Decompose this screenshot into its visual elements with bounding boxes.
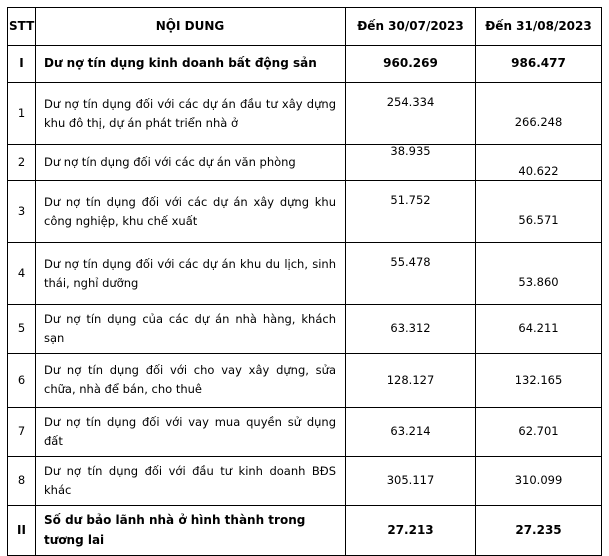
row-stt — [8, 83, 36, 145]
row-value-1-label: 63.214 — [390, 424, 431, 439]
table-row — [8, 456, 602, 505]
row-content — [36, 505, 346, 556]
header-cell-value-2 — [476, 8, 602, 46]
row-value-1-label: 51.752 — [390, 193, 431, 208]
row-value-2-label: 62.701 — [518, 424, 559, 439]
row-value-1-label: 305.117 — [386, 473, 435, 488]
row-content-label: Dư nợ tín dụng đối với các dự án đầu tư xây dựng khu đô thị, dự án phát triển nhà ở — [44, 96, 336, 130]
row-value-1-label: 254.334 — [386, 95, 435, 110]
header-label-value-1: Đến 30/07/2023 — [357, 18, 464, 33]
row-content — [36, 181, 346, 243]
row-value-2 — [476, 505, 602, 556]
table-row — [8, 353, 602, 407]
row-stt-label: 1 — [17, 106, 26, 121]
row-stt — [8, 353, 36, 407]
row-value-1 — [346, 305, 476, 354]
row-value-2-label: 56.571 — [518, 213, 559, 228]
row-value-1-label: 27.213 — [387, 522, 434, 537]
row-value-2-label: 27.235 — [515, 522, 562, 537]
row-stt — [8, 456, 36, 505]
row-value-1-label: 63.312 — [390, 321, 431, 336]
row-value-1 — [346, 83, 476, 145]
row-content — [36, 456, 346, 505]
row-stt — [8, 243, 36, 305]
row-value-2-label: 40.622 — [518, 164, 559, 179]
row-value-2-label: 64.211 — [518, 321, 559, 336]
header-cell-content — [36, 8, 346, 46]
header-cell-stt — [8, 8, 36, 46]
table-row — [8, 305, 602, 354]
table-row — [8, 46, 602, 83]
row-value-1 — [346, 243, 476, 305]
row-stt-label: 8 — [17, 473, 26, 488]
row-value-1 — [346, 145, 476, 181]
header-label-content: NỘI DUNG — [155, 18, 225, 33]
row-stt-label: 4 — [17, 266, 26, 281]
row-value-2 — [476, 46, 602, 83]
row-stt — [8, 46, 36, 83]
row-content — [36, 407, 346, 456]
row-stt — [8, 505, 36, 556]
row-value-2-label: 132.165 — [514, 372, 563, 387]
row-value-1 — [346, 505, 476, 556]
row-content — [36, 83, 346, 145]
row-content-label: Số dư bảo lãnh nhà ở hình thành trong tương lai — [44, 512, 306, 547]
table-row — [8, 145, 602, 181]
row-value-2 — [476, 353, 602, 407]
row-value-1 — [346, 456, 476, 505]
table-row — [8, 83, 602, 145]
row-content — [36, 145, 346, 181]
row-stt-label: 7 — [17, 424, 26, 439]
row-content-label: Dư nợ tín dụng của các dự án nhà hàng, khách sạn — [44, 312, 336, 345]
row-content — [36, 353, 346, 407]
table-row — [8, 243, 602, 305]
row-value-1 — [346, 46, 476, 83]
row-value-1 — [346, 353, 476, 407]
row-content-label: Dư nợ tín dụng đối với vay mua quyền sử dụng đất — [44, 414, 336, 448]
row-content — [36, 46, 346, 83]
real-estate-credit-table — [7, 7, 602, 556]
row-stt-label: 2 — [17, 155, 26, 170]
row-value-2-label: 310.099 — [514, 473, 563, 488]
row-value-1-label: 55.478 — [390, 255, 431, 270]
row-stt — [8, 145, 36, 181]
row-content-label: Dư nợ tín dụng đối với cho vay xây dựng, sửa chữa, nhà để bán, cho thuê — [44, 363, 336, 397]
row-content-label: Dư nợ tín dụng kinh doanh bất động sản — [44, 56, 317, 71]
row-value-1 — [346, 181, 476, 243]
row-value-2 — [476, 145, 602, 181]
row-value-2 — [476, 243, 602, 305]
row-content-label: Dư nợ tín dụng đối với các dự án xây dựng khu công nghiệp, khu chế xuất — [44, 194, 336, 228]
row-content-label: Dư nợ tín dụng đối với các dự án văn phòng — [44, 155, 296, 170]
table-row — [8, 181, 602, 243]
row-value-2 — [476, 456, 602, 505]
row-value-1-label: 38.935 — [390, 144, 431, 159]
row-value-2-label: 53.860 — [518, 275, 559, 290]
row-value-2-label: 266.248 — [514, 115, 563, 130]
row-content-label: Dư nợ tín dụng đối với các dự án khu du lịch, sinh thái, nghỉ dưỡng — [44, 256, 336, 290]
row-value-1-label: 128.127 — [386, 372, 435, 387]
row-stt-label: II — [17, 522, 26, 537]
row-value-2 — [476, 407, 602, 456]
row-stt-label: 3 — [17, 204, 26, 219]
row-value-1 — [346, 407, 476, 456]
row-stt-label: 6 — [17, 372, 26, 387]
row-stt — [8, 407, 36, 456]
table-row — [8, 505, 602, 556]
row-value-1-label: 960.269 — [383, 56, 438, 71]
row-content — [36, 305, 346, 354]
row-value-2 — [476, 181, 602, 243]
row-stt — [8, 305, 36, 354]
header-label-value-2: Đến 31/08/2023 — [485, 18, 592, 33]
row-stt-label: 5 — [17, 321, 26, 336]
row-stt — [8, 181, 36, 243]
table-row — [8, 407, 602, 456]
header-label-stt: STT — [9, 18, 35, 33]
row-content — [36, 243, 346, 305]
row-content-label: Dư nợ tín dụng đối với đầu tư kinh doanh BĐS khác — [44, 463, 336, 497]
row-value-2 — [476, 305, 602, 354]
row-stt-label: I — [19, 56, 24, 71]
row-value-2-label: 986.477 — [511, 56, 566, 71]
header-cell-value-1 — [346, 8, 476, 46]
row-value-2 — [476, 83, 602, 145]
table-header-row — [8, 8, 602, 46]
